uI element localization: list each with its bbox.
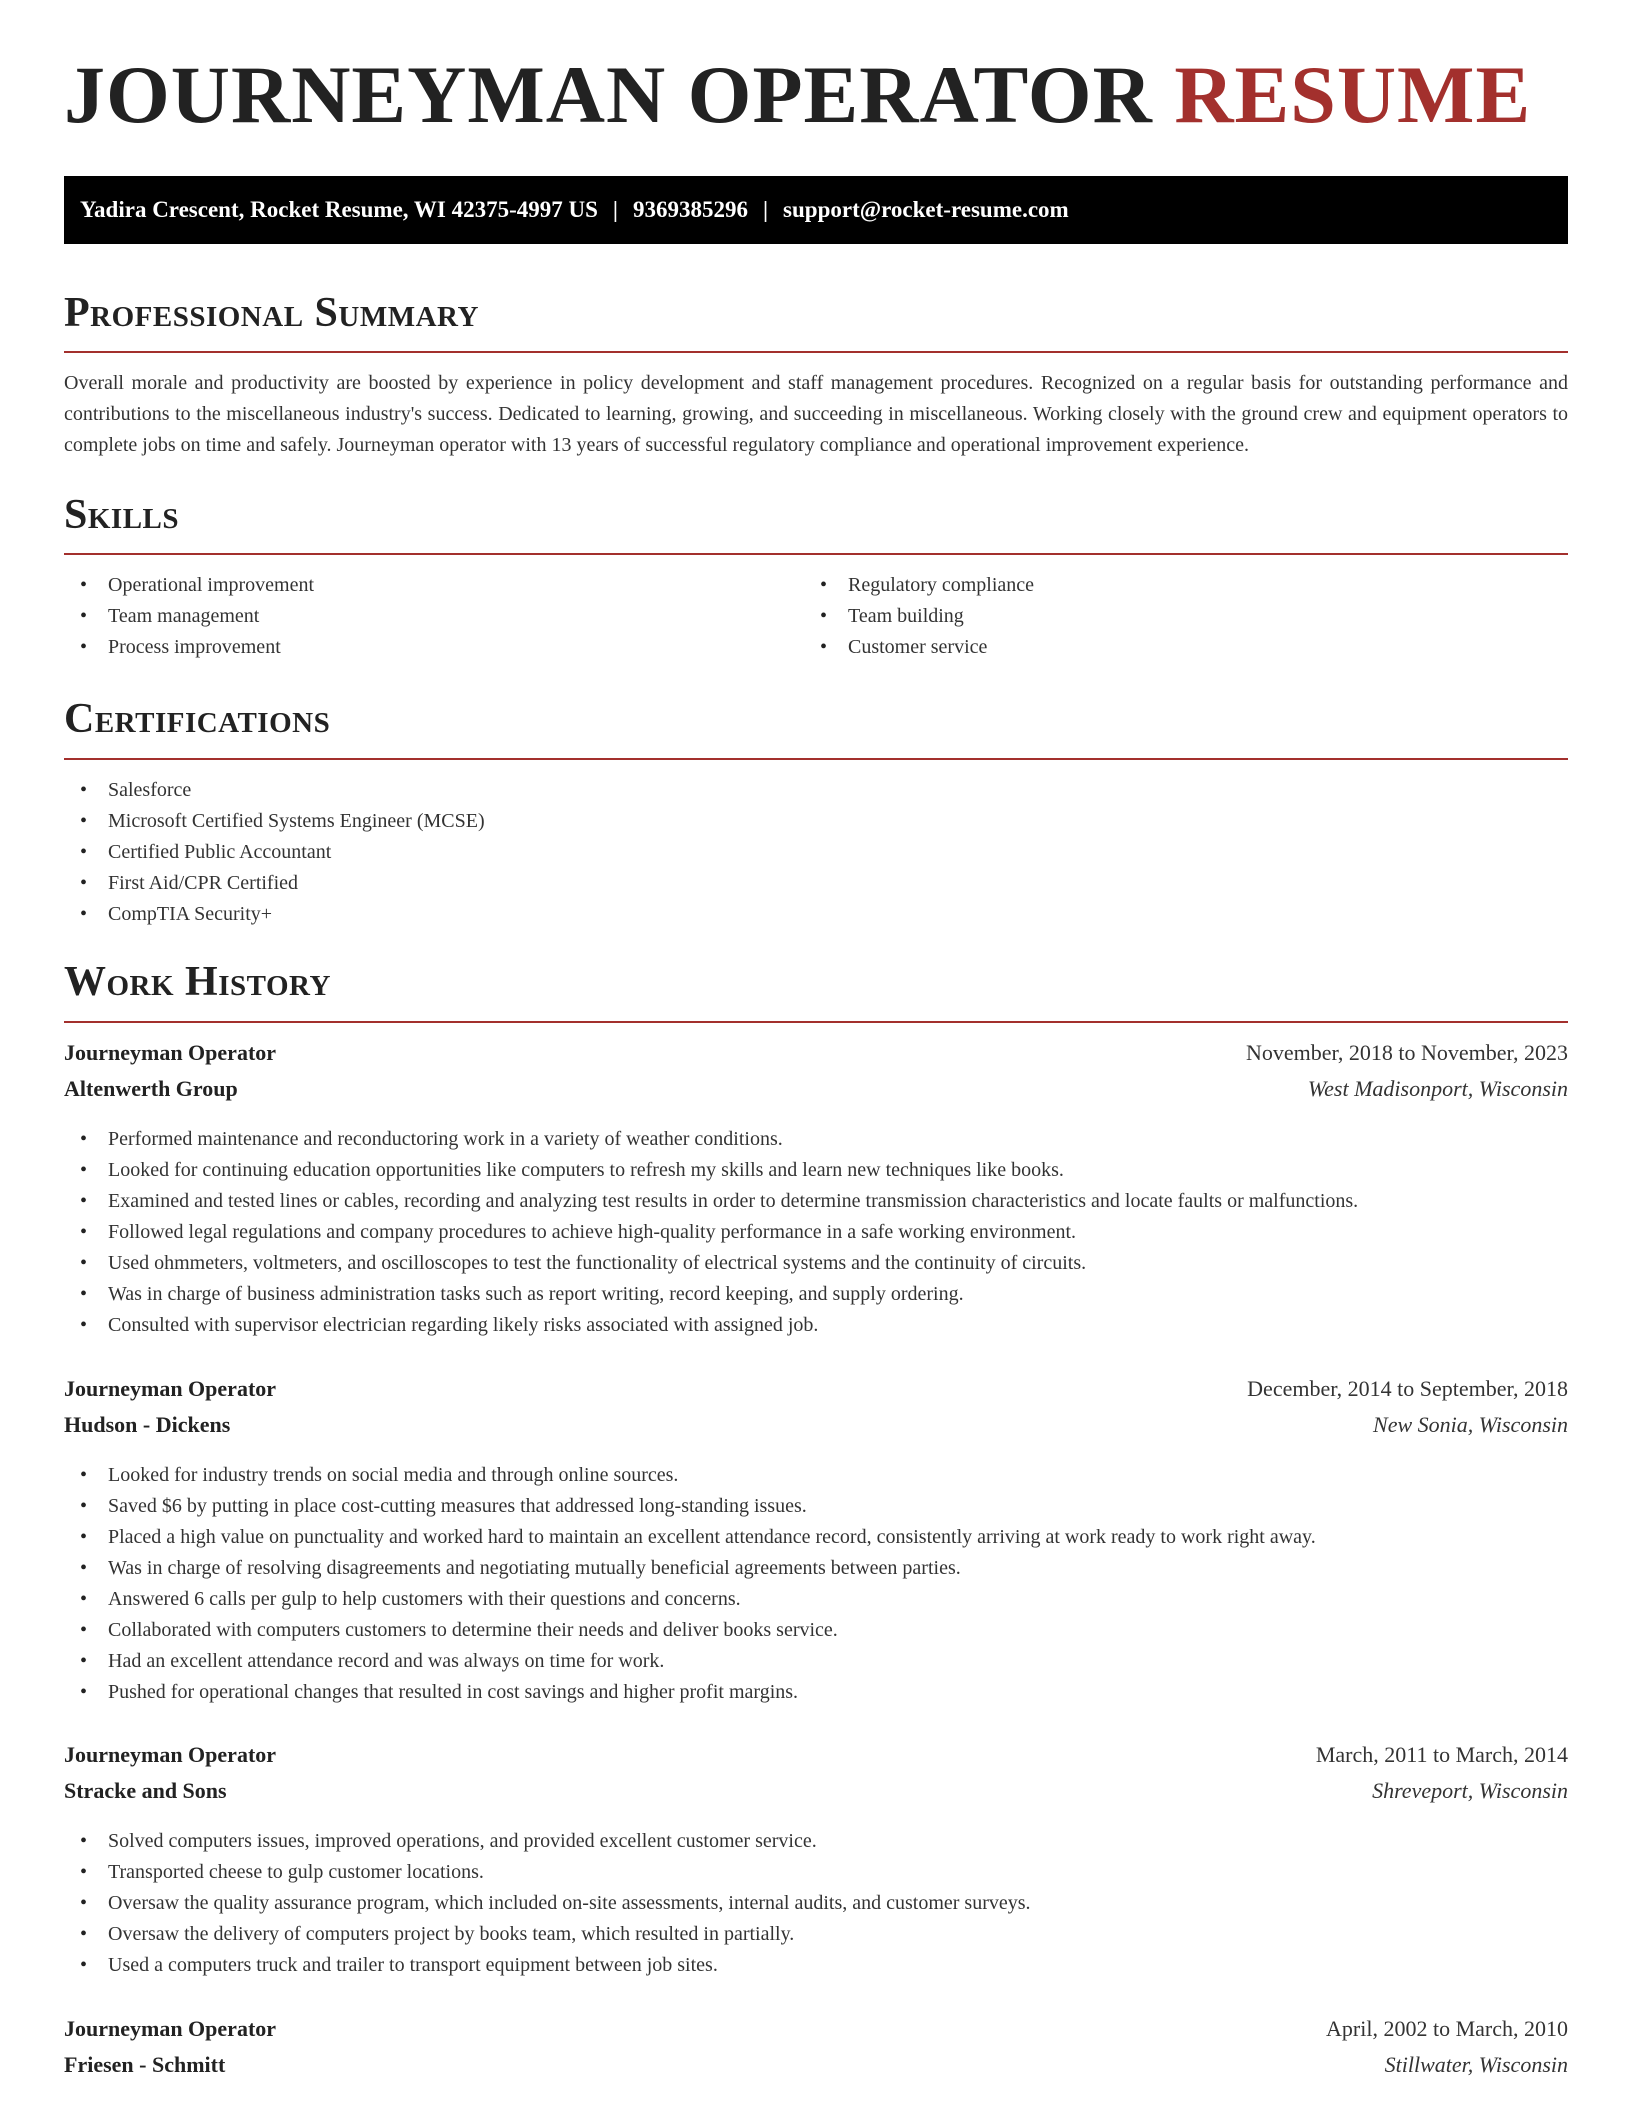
job-title: Journeyman Operator — [64, 1376, 277, 1401]
page-title — [64, 49, 1532, 140]
skill-item: • Process improvement — [64, 632, 804, 663]
certification-item: • Certified Public Accountant — [64, 837, 485, 868]
job-duty: • Oversaw the delivery of computers project by books team, which resulted in partially. — [64, 1919, 1568, 1950]
title-main: JOURNEYMAN OPERATOR — [64, 49, 1153, 140]
job-dates: November, 2018 to November, 2023 — [1245, 1040, 1568, 1065]
job-location: New Sonia, Wisconsin — [1373, 1412, 1568, 1437]
certifications-section-header — [64, 698, 1568, 760]
job-duty: • Was in charge of business administration tasks such as report writing, record keeping, and supply ordering. — [64, 1279, 1568, 1310]
certifications-list — [64, 775, 485, 930]
job-duty: • Solved computers issues, improved operations, and provided excellent customer service. — [64, 1826, 1568, 1857]
skills-heading: Skills — [64, 492, 180, 538]
job-duty: • Collaborated with computers customers to determine their needs and deliver books service. — [64, 1615, 1568, 1646]
job-title: Journeyman Operator — [64, 2016, 277, 2041]
job-company: Altenwerth Group — [64, 1076, 238, 1101]
skill-item: • Team building — [804, 601, 1544, 632]
work-history-section-header — [64, 961, 1568, 1023]
job-duties-list — [64, 1460, 1568, 1708]
contact-separator: | — [762, 197, 769, 222]
job-duty: • Used ohmmeters, voltmeters, and oscilloscopes to test the functionality of electrical systems and the continuity of circuits. — [64, 1248, 1568, 1279]
job-duty: • Had an excellent attendance record and was always on time for work. — [64, 1646, 1568, 1677]
certification-item: • First Aid/CPR Certified — [64, 868, 485, 899]
job-entry — [64, 2016, 1568, 2088]
title-accent: RESUME — [1174, 49, 1532, 140]
job-duty: • Answered 6 calls per gulp to help customers with their questions and concerns. — [64, 1584, 1568, 1615]
skills-column-right — [804, 570, 1544, 663]
job-duty: • Examined and tested lines or cables, recording and analyzing test results in order to determine transmission characteristics and locate faults or malfunctions. — [64, 1186, 1568, 1217]
job-duty: • Performed maintenance and reconductoring work in a variety of weather conditions. — [64, 1124, 1568, 1155]
contact-phone: 9369385296 — [632, 197, 748, 222]
job-location: Stillwater, Wisconsin — [1384, 2052, 1568, 2077]
work-history-heading: Work History — [64, 959, 331, 1005]
job-duty: • Looked for industry trends on social media and through online sources. — [64, 1460, 1568, 1491]
skills-section-header — [64, 494, 1568, 555]
certification-item: • Microsoft Certified Systems Engineer (MCSE) — [64, 806, 485, 837]
job-duty: • Used a computers truck and trailer to transport equipment between job sites. — [64, 1950, 1568, 1981]
job-duties-list — [64, 1124, 1568, 1341]
skill-item: • Customer service — [804, 632, 1544, 663]
job-dates: April, 2002 to March, 2010 — [1326, 2016, 1568, 2041]
certification-item: • Salesforce — [64, 775, 485, 806]
job-company: Friesen - Schmitt — [64, 2052, 226, 2077]
job-duty: • Oversaw the quality assurance program, which included on-site assessments, internal audits, and customer surveys. — [64, 1888, 1568, 1919]
contact-email: support@rocket-resume.com — [783, 197, 1069, 222]
skills-column-left — [64, 570, 804, 663]
job-entry — [64, 1376, 1568, 1708]
job-duty: • Was in charge of resolving disagreements and negotiating mutually beneficial agreements between parties. — [64, 1553, 1568, 1584]
job-duty: • Pushed for operational changes that resulted in cost savings and higher profit margins. — [64, 1677, 1568, 1708]
skill-item: • Regulatory compliance — [804, 570, 1544, 601]
job-title: Journeyman Operator — [64, 1040, 277, 1065]
skill-item: • Team management — [64, 601, 804, 632]
job-duty: • Transported cheese to gulp customer locations. — [64, 1857, 1568, 1888]
contact-separator: | — [612, 197, 618, 222]
job-dates: March, 2011 to March, 2014 — [1315, 1742, 1568, 1767]
job-duties-list — [64, 1826, 1568, 1981]
job-duty: • Followed legal regulations and company procedures to achieve high-quality performance in a safe working environment. — [64, 1217, 1568, 1248]
summary-heading: Professional Summary — [64, 290, 479, 336]
job-entry — [64, 1742, 1568, 1981]
skills-list — [64, 570, 1568, 663]
certification-item: • CompTIA Security+ — [64, 899, 485, 930]
job-duty: • Saved $6 by putting in place cost-cutting measures that addressed long-standing issues. — [64, 1491, 1568, 1522]
contact-bar — [64, 176, 1568, 244]
job-location: Shreveport, Wisconsin — [1372, 1778, 1568, 1803]
summary-text: Overall morale and productivity are boosted by experience in policy development and staff management procedures. Recognized on a regular basis for outstanding performance and contributions to the miscellaneous industry's success. Dedicated to learning, growing, and succeeding in miscellaneous. Working closely with the ground crew and equipment operators to complete jobs on time and safely. Journeyman operator with 13 years of successful regulatory compliance and operational improvement experience. — [64, 372, 1568, 456]
job-company: Hudson - Dickens — [64, 1412, 231, 1437]
job-company: Stracke and Sons — [64, 1778, 227, 1803]
job-duty: • Placed a high value on punctuality and worked hard to maintain an excellent attendance record, consistently arriving at work ready to work right away. — [64, 1522, 1568, 1553]
skill-item: • Operational improvement — [64, 570, 804, 601]
certifications-heading: Certifications — [64, 696, 331, 742]
job-dates: December, 2014 to September, 2018 — [1247, 1376, 1568, 1401]
job-entry — [64, 1040, 1568, 1341]
job-title: Journeyman Operator — [64, 1742, 277, 1767]
contact-address: Yadira Crescent, Rocket Resume, WI 42375-4997 US — [80, 197, 598, 222]
job-duty: • Looked for continuing education opportunities like computers to refresh my skills and learn new techniques like books. — [64, 1155, 1568, 1186]
summary-section-header — [64, 292, 1568, 353]
job-location: West Madisonport, Wisconsin — [1307, 1076, 1568, 1101]
job-duty: • Consulted with supervisor electrician regarding likely risks associated with assigned job. — [64, 1310, 1568, 1341]
